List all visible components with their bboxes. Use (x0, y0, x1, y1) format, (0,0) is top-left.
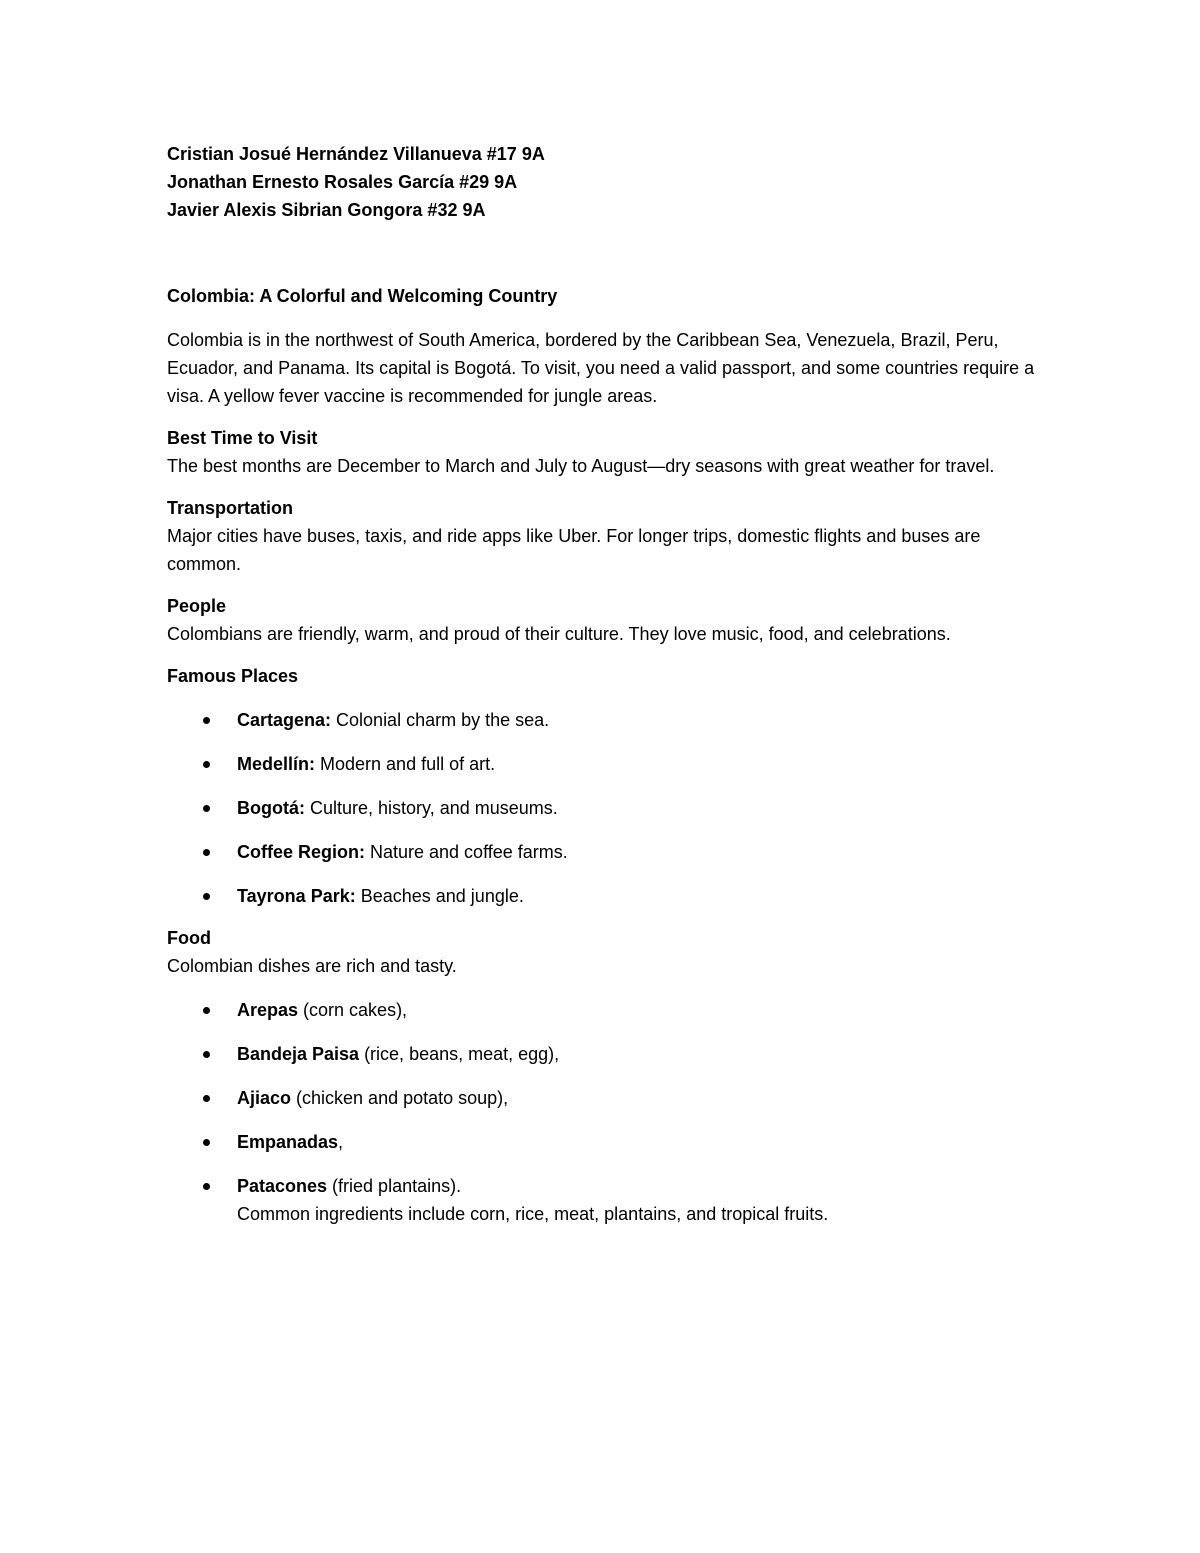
list-item (167, 706, 1037, 734)
place-description: Colonial charm by the sea. (331, 710, 550, 730)
bullet-icon (203, 1007, 210, 1014)
dish-name: Empanadas (237, 1132, 339, 1152)
list-item (167, 1128, 1037, 1156)
section-heading: Famous Places (167, 666, 299, 686)
bullet-icon (203, 1139, 210, 1146)
bullet-icon (203, 805, 210, 812)
section-heading: Best Time to Visit (167, 428, 318, 448)
list-item (167, 794, 1037, 822)
list-item (167, 1084, 1037, 1112)
list-item (167, 996, 1037, 1024)
intro-paragraph: Colombia is in the northwest of South America, bordered by the Caribbean Sea, Venezuela, Brazil, Peru, Ecuador, and Panama. Its capital is Bogotá. To visit, you need a valid passport, and some countries require a visa. A yellow fever vaccine is recommended for jungle areas. (167, 330, 1035, 406)
place-name: Tayrona Park: (237, 886, 356, 906)
dish-description: , (338, 1132, 344, 1152)
place-name: Bogotá: (237, 798, 305, 818)
list-item (167, 838, 1037, 866)
place-description: Modern and full of art. (315, 754, 496, 774)
section-famous-places (167, 662, 1037, 910)
bullet-icon (203, 761, 210, 768)
section-heading: Transportation (167, 498, 294, 518)
dish-description: (fried plantains). (327, 1176, 462, 1196)
place-description: Nature and coffee farms. (365, 842, 568, 862)
author-list (167, 140, 1037, 224)
section-text: Colombians are friendly, warm, and proud of their culture. They love music, food, and celebrations. (167, 624, 951, 644)
document-page (167, 140, 1037, 1228)
dish-name: Bandeja Paisa (237, 1044, 360, 1064)
place-name: Medellín: (237, 754, 316, 774)
bullet-icon (203, 893, 210, 900)
author-line: Jonathan Ernesto Rosales García #29 9A (167, 172, 518, 192)
document-title: Colombia: A Colorful and Welcoming Country (167, 286, 558, 306)
dish-description: (chicken and potato soup), (291, 1088, 509, 1108)
food-list (167, 996, 1037, 1228)
dish-description: (corn cakes), (298, 1000, 408, 1020)
section-transportation (167, 494, 1037, 578)
place-name: Coffee Region: (237, 842, 365, 862)
dish-name: Patacones (237, 1176, 328, 1196)
place-description: Beaches and jungle. (355, 886, 524, 906)
list-item (167, 750, 1037, 778)
section-heading: People (167, 596, 227, 616)
dish-name: Ajiaco (237, 1088, 292, 1108)
list-item (167, 1172, 1037, 1228)
author-line: Cristian Josué Hernández Villanueva #17 9A (167, 144, 545, 164)
section-food (167, 924, 1037, 1228)
place-name: Cartagena: (237, 710, 332, 730)
bullet-icon (203, 849, 210, 856)
dish-name: Arepas (237, 1000, 299, 1020)
bullet-icon (203, 1183, 210, 1190)
author-line: Javier Alexis Sibrian Gongora #32 9A (167, 200, 486, 220)
bullet-icon (203, 1051, 210, 1058)
section-text: Major cities have buses, taxis, and ride apps like Uber. For longer trips, domestic flights and buses are common. (167, 526, 981, 574)
bullet-icon (203, 717, 210, 724)
place-description: Culture, history, and museums. (304, 798, 558, 818)
section-best-time (167, 424, 1037, 480)
bullet-icon (203, 1095, 210, 1102)
section-text: Colombian dishes are rich and tasty. (167, 956, 457, 976)
section-text: The best months are December to March and July to August—dry seasons with great weather for travel. (167, 456, 995, 476)
famous-places-list (167, 706, 1037, 910)
list-item (167, 1040, 1037, 1068)
ingredients-note: Common ingredients include corn, rice, meat, plantains, and tropical fruits. (237, 1204, 829, 1224)
list-item (167, 882, 1037, 910)
dish-description: (rice, beans, meat, egg), (359, 1044, 560, 1064)
section-people (167, 592, 1037, 648)
section-heading: Food (167, 928, 211, 948)
